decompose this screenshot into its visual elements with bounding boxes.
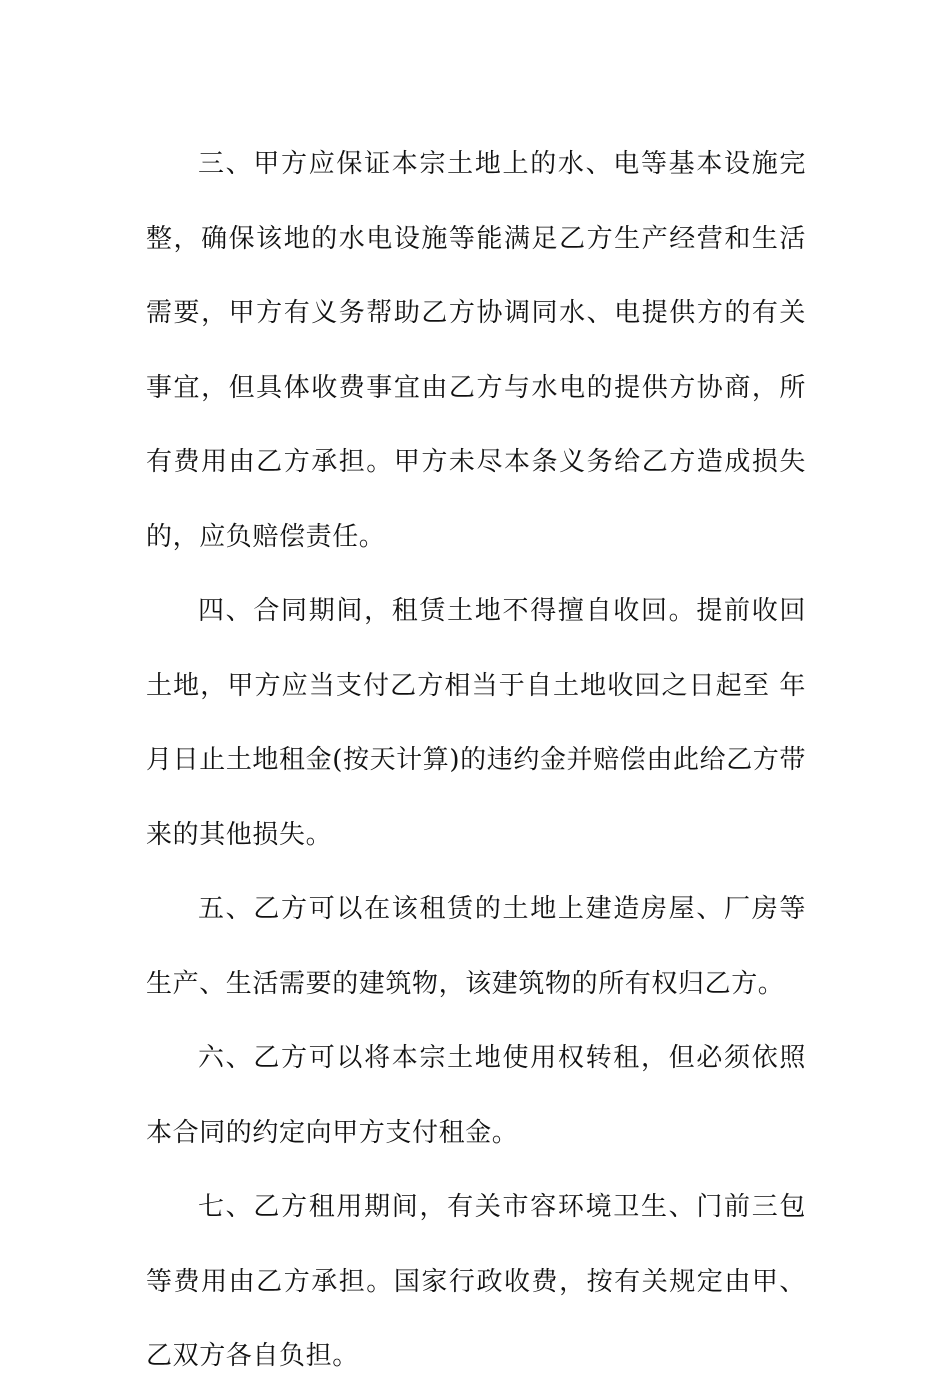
clause-7-paragraph: 七、乙方租用期间，有关市容环境卫生、门前三包等费用由乙方承担。国家行政收费，按有关规定由甲、乙双方各自负担。 [146, 1192, 806, 1371]
clause-6-paragraph: 六、乙方可以将本宗土地使用权转租，但必须依照本合同的约定向甲方支付租金。 [146, 1043, 806, 1148]
clause-4-paragraph: 四、合同期间，租赁土地不得擅自收回。提前收回土地，甲方应当支付乙方相当于自土地收回之日起至 年 月日止土地租金(按天计算)的违约金并赔偿由此给乙方带来的其他损失。 [146, 596, 806, 850]
clause-3-paragraph: 三、甲方应保证本宗土地上的水、电等基本设施完整，确保该地的水电设施等能满足乙方生产经营和生活需要，甲方有义务帮助乙方协调同水、电提供方的有关事宜，但具体收费事宜由乙方与水电的提供方协商，所有费用由乙方承担。甲方未尽本条义务给乙方造成损失的，应负赔偿责任。 [146, 149, 806, 552]
clause-5-paragraph: 五、乙方可以在该租赁的土地上建造房屋、厂房等生产、生活需要的建筑物，该建筑物的所有权归乙方。 [146, 894, 806, 999]
document-body [146, 127, 806, 1394]
